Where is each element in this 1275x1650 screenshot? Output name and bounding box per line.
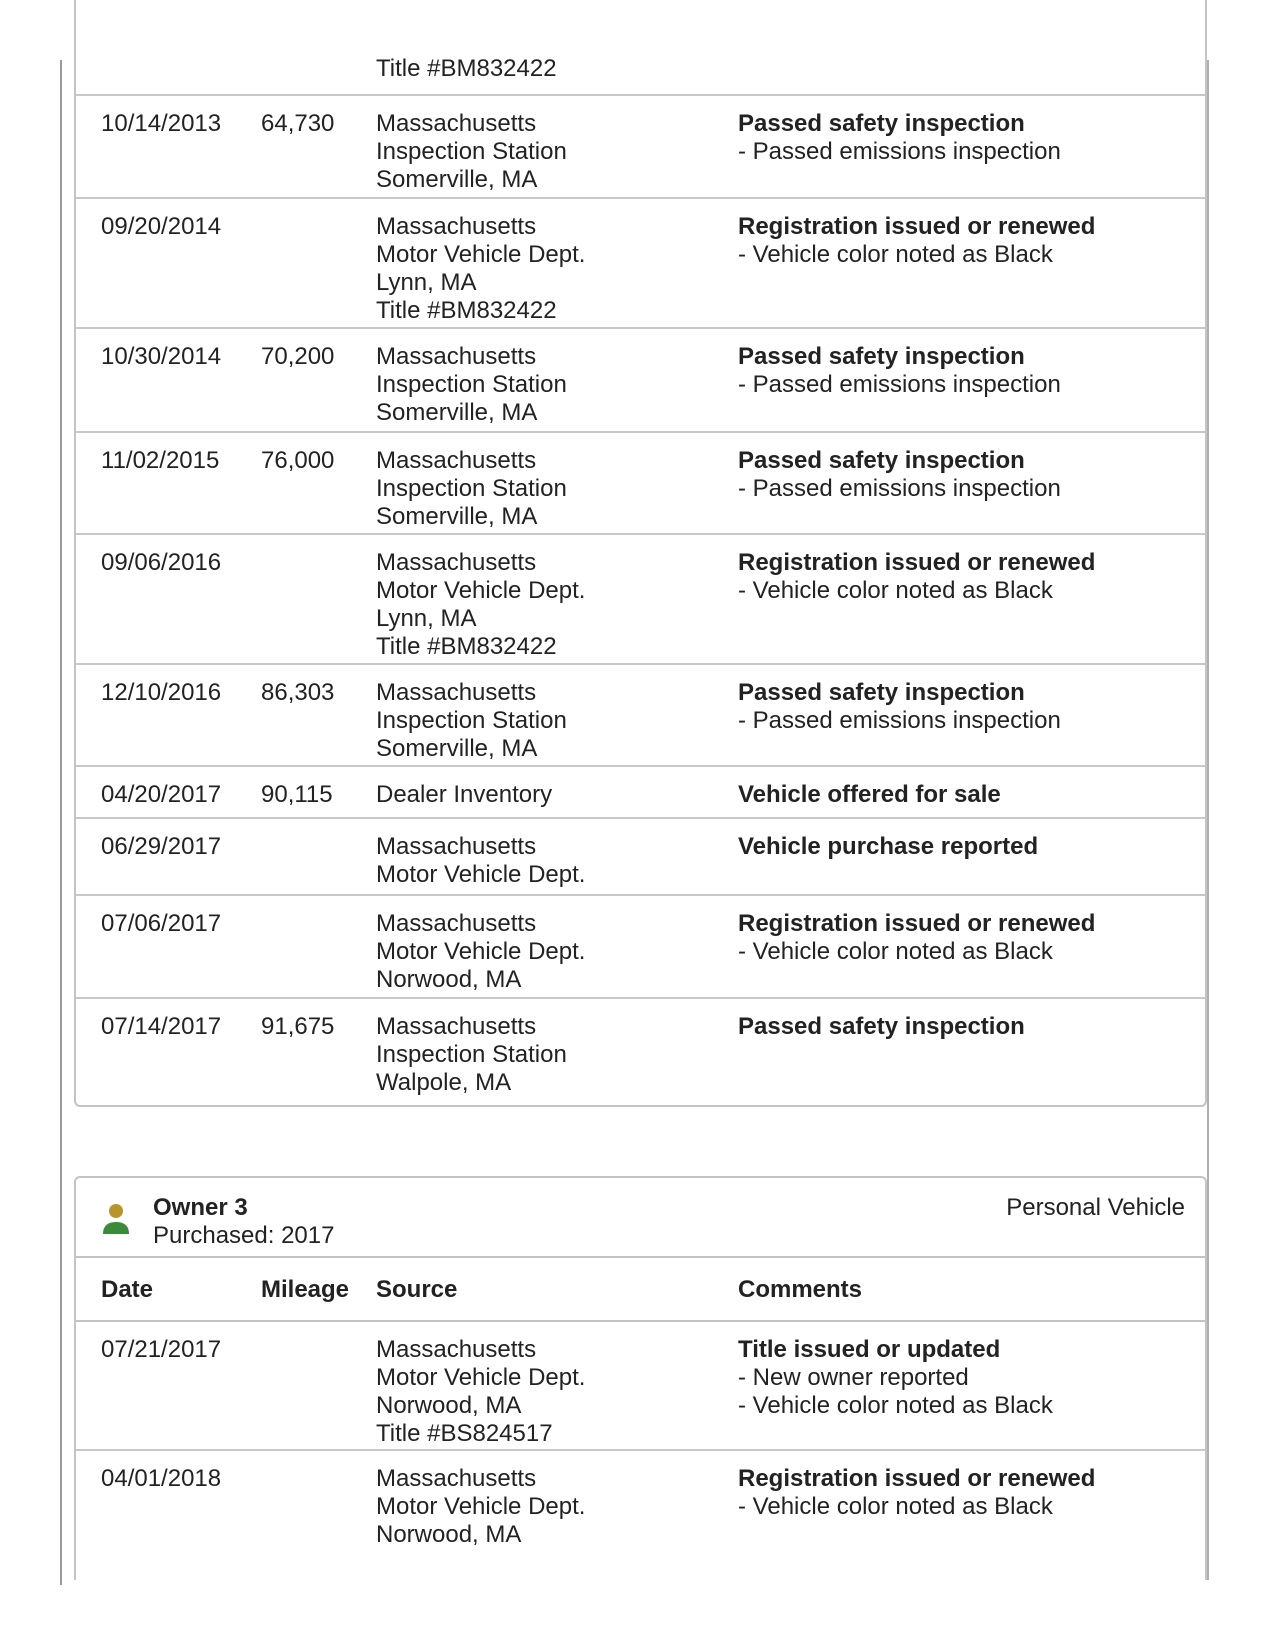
source-line: Massachusetts xyxy=(376,679,537,706)
source-line: Motor Vehicle Dept. xyxy=(376,861,586,888)
comment-title: Passed safety inspection xyxy=(738,447,1025,474)
source-line: Title #BM832422 xyxy=(376,55,557,82)
source-line: Motor Vehicle Dept. xyxy=(376,241,586,268)
owner3-history-card xyxy=(74,1176,1207,1580)
source-cell xyxy=(376,833,726,889)
source-line: Inspection Station xyxy=(376,371,567,398)
source-line: Lynn, MA xyxy=(376,605,477,632)
comments-cell xyxy=(738,1336,1198,1420)
comment-title: Passed safety inspection xyxy=(738,1013,1025,1040)
vehicle-type: Personal Vehicle xyxy=(1006,1194,1185,1221)
source-line: Inspection Station xyxy=(376,707,567,734)
mileage-cell: 70,200 xyxy=(261,343,335,370)
date-cell: 10/30/2014 xyxy=(101,343,222,370)
table-row xyxy=(76,199,1205,329)
source-line: Title #BM832422 xyxy=(376,633,557,660)
source-line: Norwood, MA xyxy=(376,1392,522,1419)
source-cell xyxy=(376,1013,726,1097)
owner-purchased: Purchased: 2017 xyxy=(153,1222,335,1249)
column-header-mileage: Mileage xyxy=(261,1276,350,1303)
comment-detail: - Passed emissions inspection xyxy=(738,371,1061,398)
date-cell: 07/21/2017 xyxy=(101,1336,222,1363)
date-cell: 11/02/2015 xyxy=(101,447,220,474)
person-icon xyxy=(101,1202,131,1236)
source-line: Massachusetts xyxy=(376,447,537,474)
table-row xyxy=(76,329,1205,433)
source-cell xyxy=(376,679,726,763)
right-border-line xyxy=(1207,60,1209,1580)
source-line: Somerville, MA xyxy=(376,503,538,530)
date-cell: 07/06/2017 xyxy=(101,910,222,937)
comment-detail: - Passed emissions inspection xyxy=(738,707,1061,734)
table-row xyxy=(76,0,1205,96)
comment-detail: - Vehicle color noted as Black xyxy=(738,938,1053,965)
table-header xyxy=(76,1258,1205,1322)
comments-cell xyxy=(738,1465,1198,1521)
table-row xyxy=(76,665,1205,767)
source-line: Massachusetts xyxy=(376,549,537,576)
column-header-source: Source xyxy=(376,1276,458,1303)
source-cell xyxy=(376,55,726,83)
table-row xyxy=(76,767,1205,819)
source-cell xyxy=(376,549,726,661)
source-line: Massachusetts xyxy=(376,833,537,860)
comments-cell xyxy=(738,549,1198,605)
left-border-line xyxy=(60,60,62,1585)
table-row xyxy=(76,896,1205,999)
table-row xyxy=(76,96,1205,199)
table-row xyxy=(76,1451,1205,1582)
source-line: Somerville, MA xyxy=(376,166,538,193)
source-cell xyxy=(376,447,726,531)
comment-detail: - Vehicle color noted as Black xyxy=(738,1392,1053,1419)
table-row xyxy=(76,1322,1205,1451)
comment-detail: - Passed emissions inspection xyxy=(738,475,1061,502)
date-cell: 12/10/2016 xyxy=(101,679,222,706)
source-line: Motor Vehicle Dept. xyxy=(376,1364,586,1391)
date-cell: 04/20/2017 xyxy=(101,781,222,808)
comment-title: Registration issued or renewed xyxy=(738,549,1096,576)
comment-title: Registration issued or renewed xyxy=(738,1465,1096,1492)
source-line: Massachusetts xyxy=(376,213,537,240)
comment-title: Passed safety inspection xyxy=(738,110,1025,137)
source-line: Dealer Inventory xyxy=(376,781,553,808)
comments-cell xyxy=(738,910,1198,966)
source-line: Massachusetts xyxy=(376,110,537,137)
source-line: Norwood, MA xyxy=(376,1521,522,1548)
comment-title: Vehicle purchase reported xyxy=(738,833,1039,860)
source-line: Lynn, MA xyxy=(376,269,477,296)
date-cell: 06/29/2017 xyxy=(101,833,222,860)
comments-cell xyxy=(738,447,1198,503)
source-line: Title #BM832422 xyxy=(376,297,557,324)
owner-header xyxy=(76,1178,1205,1258)
source-cell xyxy=(376,213,726,325)
comment-title: Vehicle offered for sale xyxy=(738,781,1001,808)
comments-cell xyxy=(738,781,1198,809)
source-line: Motor Vehicle Dept. xyxy=(376,938,586,965)
comment-detail: - Vehicle color noted as Black xyxy=(738,241,1053,268)
comment-title: Passed safety inspection xyxy=(738,343,1025,370)
mileage-cell: 90,115 xyxy=(261,781,333,808)
table-row xyxy=(76,819,1205,896)
source-line: Inspection Station xyxy=(376,1041,567,1068)
source-cell xyxy=(376,910,726,994)
source-cell xyxy=(376,781,726,809)
comment-detail: - Vehicle color noted as Black xyxy=(738,1493,1053,1520)
column-header-date: Date xyxy=(101,1276,154,1303)
comment-title: Passed safety inspection xyxy=(738,679,1025,706)
comment-detail: - New owner reported xyxy=(738,1364,969,1391)
comments-cell xyxy=(738,833,1198,861)
table-row xyxy=(76,999,1205,1107)
source-line: Inspection Station xyxy=(376,138,567,165)
source-cell xyxy=(376,1336,726,1448)
source-line: Somerville, MA xyxy=(376,399,538,426)
mileage-cell: 91,675 xyxy=(261,1013,335,1040)
date-cell: 09/06/2016 xyxy=(101,549,222,576)
owner-title: Owner 3 xyxy=(153,1194,248,1221)
table-row xyxy=(76,535,1205,665)
source-cell xyxy=(376,1465,726,1549)
comment-title: Registration issued or renewed xyxy=(738,213,1096,240)
source-cell xyxy=(376,343,726,427)
date-cell: 10/14/2013 xyxy=(101,110,222,137)
source-line: Massachusetts xyxy=(376,1336,537,1363)
source-line: Massachusetts xyxy=(376,1465,537,1492)
comment-detail: - Passed emissions inspection xyxy=(738,138,1061,165)
source-line: Walpole, MA xyxy=(376,1069,512,1096)
comments-cell xyxy=(738,1013,1198,1041)
source-line: Massachusetts xyxy=(376,910,537,937)
column-header-comments: Comments xyxy=(738,1276,863,1303)
source-line: Massachusetts xyxy=(376,1013,537,1040)
date-cell: 09/20/2014 xyxy=(101,213,222,240)
mileage-cell: 86,303 xyxy=(261,679,335,706)
source-cell xyxy=(376,110,726,194)
comments-cell xyxy=(738,343,1198,399)
mileage-cell: 64,730 xyxy=(261,110,335,137)
table-row xyxy=(76,433,1205,535)
source-line: Massachusetts xyxy=(376,343,537,370)
source-line: Title #BS824517 xyxy=(376,1420,553,1447)
date-cell: 04/01/2018 xyxy=(101,1465,222,1492)
comments-cell xyxy=(738,213,1198,269)
comment-title: Registration issued or renewed xyxy=(738,910,1096,937)
mileage-cell: 76,000 xyxy=(261,447,335,474)
date-cell: 07/14/2017 xyxy=(101,1013,222,1040)
source-line: Norwood, MA xyxy=(376,966,522,993)
source-line: Motor Vehicle Dept. xyxy=(376,577,586,604)
comment-detail: - Vehicle color noted as Black xyxy=(738,577,1053,604)
source-line: Inspection Station xyxy=(376,475,567,502)
comment-title: Title issued or updated xyxy=(738,1336,1001,1363)
comments-cell xyxy=(738,679,1198,735)
owner2-history-table xyxy=(74,0,1207,1107)
source-line: Motor Vehicle Dept. xyxy=(376,1493,586,1520)
comments-cell xyxy=(738,110,1198,166)
source-line: Somerville, MA xyxy=(376,735,538,762)
